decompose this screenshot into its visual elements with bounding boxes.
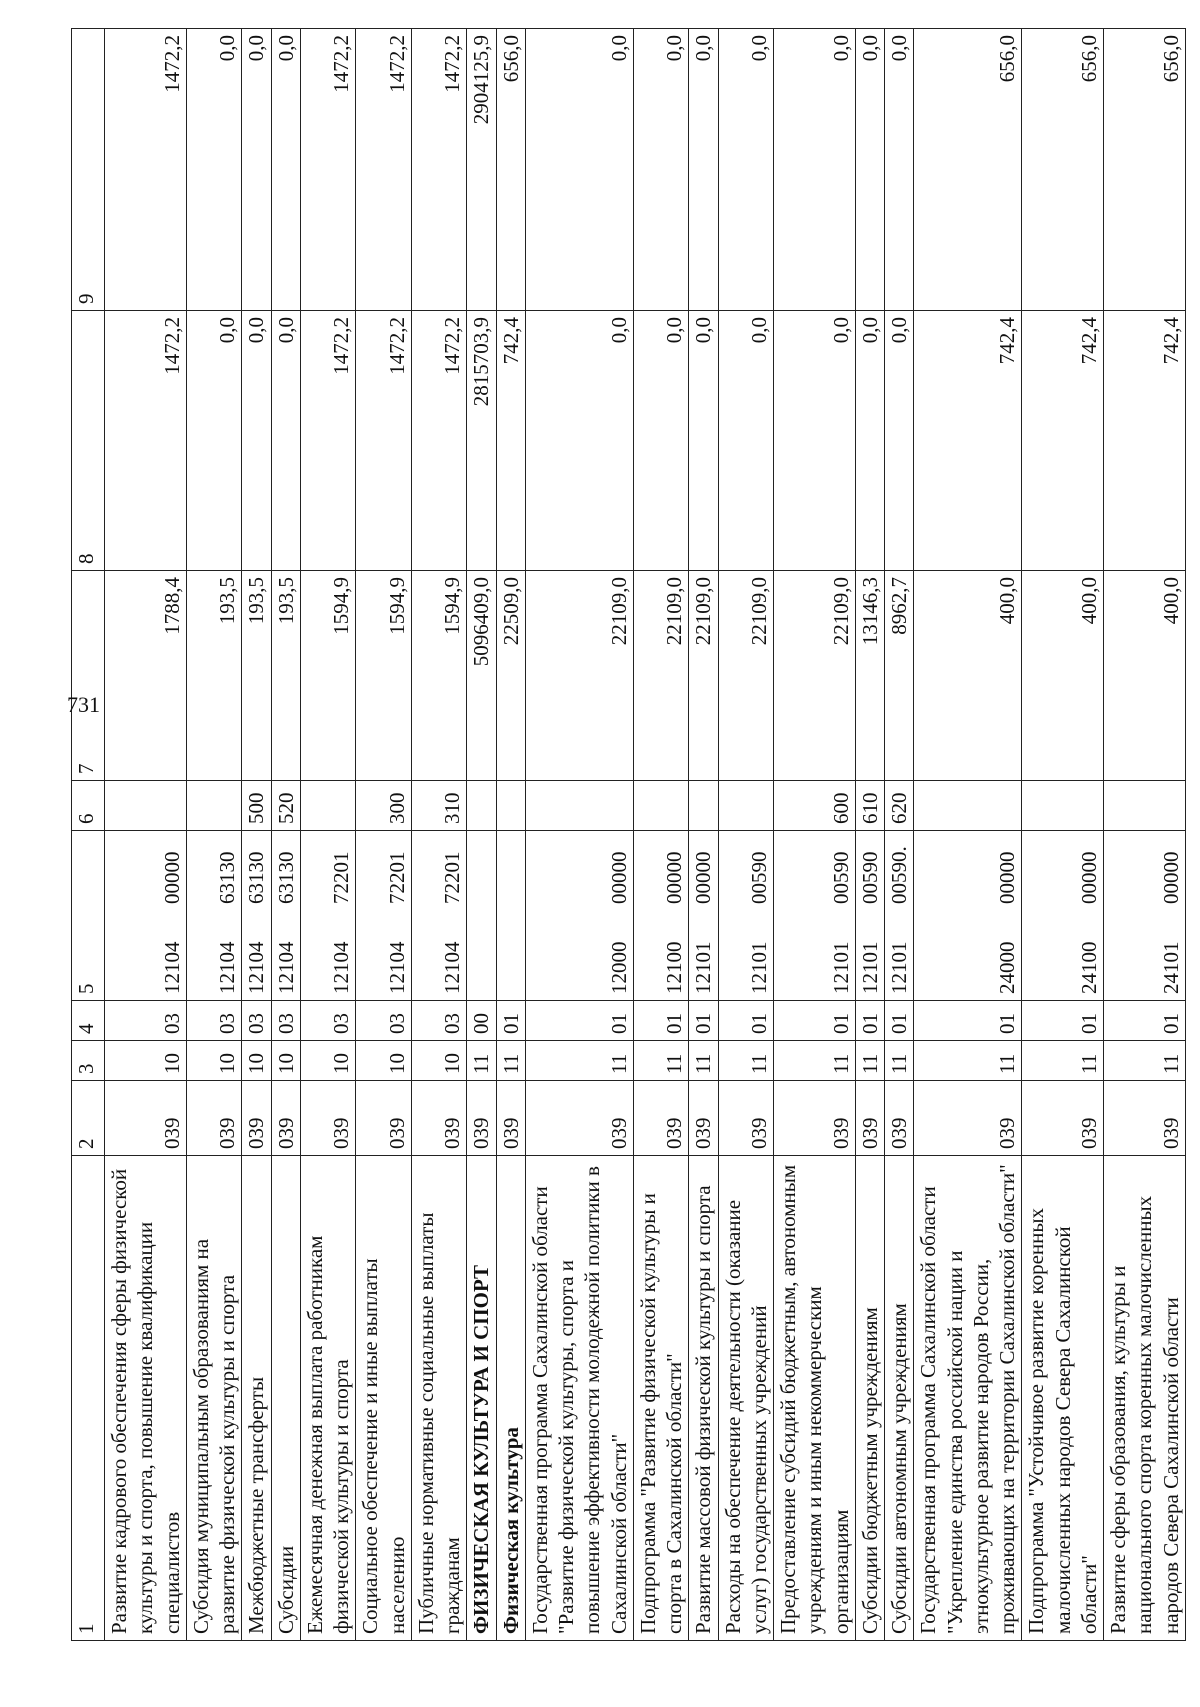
cell-target-article <box>356 831 412 1001</box>
table-row <box>356 29 412 1641</box>
table-row <box>774 29 856 1641</box>
cell-amount-col8: 0,0 <box>689 311 718 571</box>
table-row <box>1022 29 1104 1641</box>
target-article-part1: 12100 <box>662 941 686 994</box>
cell-amount-col7: 400,0 <box>1104 571 1186 781</box>
cell-amount-col7: 1594,9 <box>411 571 467 781</box>
cell-subsection: 01 <box>496 1001 525 1041</box>
row-name: Развитие сферы образования, культуры и национального спорта коренных малочисленных народов Севера Сахалинской области <box>1104 1156 1186 1641</box>
target-article-part1: 12000 <box>606 941 631 994</box>
page-number: 731 <box>67 692 100 717</box>
target-article-part1: 24100 <box>1076 941 1101 994</box>
cell-amount-col9: 0,0 <box>525 29 633 311</box>
cell-amount-col9: 1472,2 <box>411 29 467 311</box>
cell-amount-col7: 22109,0 <box>633 571 689 781</box>
cell-target-article <box>633 831 689 1001</box>
cell-amount-col9: 1472,2 <box>105 29 187 311</box>
cell-subsection: 01 <box>633 1001 689 1041</box>
table-row <box>633 29 689 1641</box>
cell-amount-col9: 656,0 <box>914 29 1022 311</box>
target-article-part2: 63130 <box>273 851 298 904</box>
cell-amount-col7: 13146,3 <box>855 571 884 781</box>
target-article-part1: 12101 <box>691 941 716 994</box>
cell-expense-type <box>300 781 356 831</box>
cell-amount-col7: 22109,0 <box>774 571 856 781</box>
target-article-part1: 12101 <box>857 941 882 994</box>
cell-amount-col7: 22509,0 <box>496 571 525 781</box>
target-article-part1: 12104 <box>329 941 353 994</box>
cell-target-article <box>718 831 774 1001</box>
row-name: Государственная программа Сахалинской области "Развитие физической культуры, спорта и повышение эффективности молодежной политики в Сахалинской области" <box>525 1156 633 1641</box>
cell-amount-col9: 1472,2 <box>300 29 356 311</box>
cell-amount-col8: 742,4 <box>1104 311 1186 571</box>
target-article-part1: 24000 <box>995 941 1019 994</box>
cell-target-article <box>242 831 271 1001</box>
cell-admin-code: 039 <box>186 1081 242 1156</box>
column-header: 3 <box>72 1041 105 1081</box>
table-row <box>271 29 300 1641</box>
cell-amount-col7: 193,5 <box>186 571 242 781</box>
target-article-part2: 00000 <box>1158 851 1183 904</box>
target-article-part2: 00590 <box>857 851 882 904</box>
cell-amount-col9: 0,0 <box>633 29 689 311</box>
cell-amount-col7: 400,0 <box>1022 571 1104 781</box>
cell-amount-col9: 2904125,9 <box>467 29 496 311</box>
cell-amount-col9: 0,0 <box>186 29 242 311</box>
cell-amount-col9: 656,0 <box>1104 29 1186 311</box>
target-article-part2: 00000 <box>606 851 631 904</box>
cell-expense-type <box>467 781 496 831</box>
table-row <box>105 29 187 1641</box>
table-row <box>525 29 633 1641</box>
cell-admin-code: 039 <box>411 1081 467 1156</box>
target-article-part1: 12104 <box>244 941 269 994</box>
cell-amount-col7: 400,0 <box>914 571 1022 781</box>
table-row <box>855 29 884 1641</box>
row-name: Субсидии <box>271 1156 300 1641</box>
table-row <box>1104 29 1186 1641</box>
table-row <box>242 29 271 1641</box>
cell-admin-code: 039 <box>718 1081 774 1156</box>
table-row <box>496 29 525 1641</box>
cell-subsection: 01 <box>914 1001 1022 1041</box>
row-name: Подпрограмма "Устойчивое развитие коренных малочисленных народов Севера Сахалинской области" <box>1022 1156 1104 1641</box>
cell-section: 11 <box>525 1041 633 1081</box>
target-article-part1: 12101 <box>828 941 853 994</box>
target-article-part1: 12104 <box>384 941 409 994</box>
cell-subsection: 01 <box>525 1001 633 1041</box>
target-article-part2: 00590 <box>746 851 771 904</box>
cell-section: 11 <box>689 1041 718 1081</box>
cell-target-article <box>689 831 718 1001</box>
row-name: Субсидия муниципальным образованиям на развитие физической культуры и спорта <box>186 1156 242 1641</box>
row-name: Межбюджетные трансферты <box>242 1156 271 1641</box>
cell-target-article <box>467 831 496 1001</box>
cell-amount-col8: 0,0 <box>774 311 856 571</box>
cell-section: 11 <box>633 1041 689 1081</box>
cell-amount-col8: 742,4 <box>914 311 1022 571</box>
table-row <box>411 29 467 1641</box>
cell-amount-col8: 0,0 <box>525 311 633 571</box>
target-article-part1: 12104 <box>440 941 464 994</box>
cell-subsection: 03 <box>105 1001 187 1041</box>
cell-subsection: 01 <box>774 1001 856 1041</box>
target-article-part2: 00590. <box>887 846 911 904</box>
cell-subsection: 03 <box>186 1001 242 1041</box>
cell-section: 11 <box>855 1041 884 1081</box>
cell-admin-code: 039 <box>689 1081 718 1156</box>
table-row <box>467 29 496 1641</box>
cell-target-article <box>1104 831 1186 1001</box>
column-header: 1 <box>72 1156 105 1641</box>
column-header: 9 <box>72 29 105 311</box>
cell-subsection: 03 <box>271 1001 300 1041</box>
cell-admin-code: 039 <box>242 1081 271 1156</box>
cell-subsection: 03 <box>242 1001 271 1041</box>
cell-expense-type <box>689 781 718 831</box>
cell-target-article <box>411 831 467 1001</box>
cell-expense-type <box>914 781 1022 831</box>
cell-amount-col8: 742,4 <box>496 311 525 571</box>
target-article-part2: 00590 <box>828 851 853 904</box>
cell-expense-type: 600 <box>774 781 856 831</box>
cell-section: 10 <box>105 1041 187 1081</box>
cell-admin-code: 039 <box>855 1081 884 1156</box>
cell-amount-col7: 1594,9 <box>300 571 356 781</box>
cell-expense-type <box>718 781 774 831</box>
cell-section: 11 <box>885 1041 914 1081</box>
target-article-part2: 00000 <box>1076 851 1101 904</box>
table-body <box>105 29 1186 1641</box>
cell-amount-col8: 0,0 <box>855 311 884 571</box>
cell-admin-code: 039 <box>300 1081 356 1156</box>
table-row <box>718 29 774 1641</box>
cell-amount-col9: 0,0 <box>774 29 856 311</box>
target-article-part2: 63130 <box>215 851 239 904</box>
cell-amount-col8: 2815703,9 <box>467 311 496 571</box>
cell-subsection: 03 <box>300 1001 356 1041</box>
cell-amount-col8: 1472,2 <box>105 311 187 571</box>
cell-target-article <box>1022 831 1104 1001</box>
cell-section: 11 <box>914 1041 1022 1081</box>
cell-amount-col9: 0,0 <box>718 29 774 311</box>
cell-target-article <box>271 831 300 1001</box>
cell-section: 10 <box>411 1041 467 1081</box>
cell-subsection: 01 <box>718 1001 774 1041</box>
cell-amount-col7: 22109,0 <box>525 571 633 781</box>
cell-amount-col8: 0,0 <box>242 311 271 571</box>
cell-section: 11 <box>467 1041 496 1081</box>
cell-amount-col8: 1472,2 <box>411 311 467 571</box>
cell-amount-col7: 193,5 <box>242 571 271 781</box>
cell-expense-type <box>105 781 187 831</box>
column-header: 5 <box>72 831 105 1001</box>
cell-admin-code: 039 <box>774 1081 856 1156</box>
cell-section: 11 <box>718 1041 774 1081</box>
cell-admin-code: 039 <box>356 1081 412 1156</box>
column-header-row <box>72 29 105 1641</box>
cell-target-article <box>525 831 633 1001</box>
row-name: Социальное обеспечение и иные выплаты населению <box>356 1156 412 1641</box>
cell-amount-col9: 656,0 <box>496 29 525 311</box>
cell-amount-col8: 0,0 <box>718 311 774 571</box>
budget-table <box>71 28 1186 1641</box>
target-article-part1: 12104 <box>273 941 298 994</box>
cell-amount-col8: 0,0 <box>271 311 300 571</box>
cell-amount-col9: 0,0 <box>885 29 914 311</box>
target-article-part1: 24101 <box>1158 941 1183 994</box>
cell-subsection: 03 <box>411 1001 467 1041</box>
cell-section: 11 <box>1022 1041 1104 1081</box>
cell-section: 11 <box>1104 1041 1186 1081</box>
cell-amount-col7: 1788,4 <box>105 571 187 781</box>
cell-section: 11 <box>496 1041 525 1081</box>
cell-amount-col8: 0,0 <box>633 311 689 571</box>
cell-amount-col9: 0,0 <box>855 29 884 311</box>
cell-amount-col9: 1472,2 <box>356 29 412 311</box>
cell-expense-type <box>186 781 242 831</box>
target-article-part1: 12101 <box>746 941 771 994</box>
column-header: 2 <box>72 1081 105 1156</box>
table-row <box>689 29 718 1641</box>
column-header: 6 <box>72 781 105 831</box>
cell-expense-type: 300 <box>356 781 412 831</box>
cell-section: 11 <box>774 1041 856 1081</box>
target-article-part2: 00000 <box>691 851 716 904</box>
target-article-part2: 72201 <box>384 851 409 904</box>
cell-admin-code: 039 <box>467 1081 496 1156</box>
row-name: Развитие массовой физической культуры и спорта <box>689 1156 718 1641</box>
cell-expense-type <box>496 781 525 831</box>
cell-amount-col7: 22109,0 <box>689 571 718 781</box>
cell-amount-col9: 656,0 <box>1022 29 1104 311</box>
row-name: Физическая культура <box>496 1156 525 1641</box>
target-article-part2: 00000 <box>995 851 1019 904</box>
column-header: 4 <box>72 1001 105 1041</box>
target-article-part2: 72201 <box>440 851 464 904</box>
cell-target-article <box>914 831 1022 1001</box>
row-name: Ежемесячная денежная выплата работникам физической культуры и спорта <box>300 1156 356 1641</box>
target-article-part2: 00000 <box>662 851 686 904</box>
cell-amount-col7: 1594,9 <box>356 571 412 781</box>
cell-expense-type <box>633 781 689 831</box>
cell-expense-type: 520 <box>271 781 300 831</box>
cell-admin-code: 039 <box>105 1081 187 1156</box>
cell-amount-col7: 193,5 <box>271 571 300 781</box>
cell-amount-col7: 5096409,0 <box>467 571 496 781</box>
cell-subsection: 01 <box>885 1001 914 1041</box>
cell-expense-type <box>1022 781 1104 831</box>
cell-admin-code: 039 <box>885 1081 914 1156</box>
cell-expense-type: 610 <box>855 781 884 831</box>
row-name: Субсидии автономным учреждениям <box>885 1156 914 1641</box>
cell-amount-col8: 0,0 <box>885 311 914 571</box>
table-row <box>885 29 914 1641</box>
target-article-part2: 00000 <box>159 851 184 904</box>
cell-expense-type <box>1104 781 1186 831</box>
cell-amount-col8: 1472,2 <box>356 311 412 571</box>
target-article-part1: 12104 <box>215 941 239 994</box>
cell-target-article <box>855 831 884 1001</box>
cell-admin-code: 039 <box>1104 1081 1186 1156</box>
cell-amount-col7: 8962,7 <box>885 571 914 781</box>
cell-section: 10 <box>186 1041 242 1081</box>
cell-amount-col9: 0,0 <box>689 29 718 311</box>
cell-target-article <box>186 831 242 1001</box>
cell-subsection: 01 <box>1022 1001 1104 1041</box>
row-name: Субсидии бюджетным учреждениям <box>855 1156 884 1641</box>
table-row <box>186 29 242 1641</box>
cell-section: 10 <box>300 1041 356 1081</box>
row-name: ФИЗИЧЕСКАЯ КУЛЬТУРА И СПОРТ <box>467 1156 496 1641</box>
cell-amount-col9: 0,0 <box>271 29 300 311</box>
column-header: 8 <box>72 311 105 571</box>
cell-expense-type: 620 <box>885 781 914 831</box>
cell-expense-type: 500 <box>242 781 271 831</box>
cell-admin-code: 039 <box>633 1081 689 1156</box>
row-name: Расходы на обеспечение деятельности (оказание услуг) государственных учреждений <box>718 1156 774 1641</box>
cell-admin-code: 039 <box>496 1081 525 1156</box>
cell-amount-col8: 0,0 <box>186 311 242 571</box>
rotated-table-block <box>71 29 1183 1641</box>
cell-section: 10 <box>242 1041 271 1081</box>
row-name: Развитие кадрового обеспечения сферы физической культуры и спорта, повышение квалификации специалистов <box>105 1156 187 1641</box>
row-name: Публичные нормативные социальные выплаты гражданам <box>411 1156 467 1641</box>
cell-expense-type: 310 <box>411 781 467 831</box>
table-row <box>914 29 1022 1641</box>
cell-section: 10 <box>356 1041 412 1081</box>
row-name: Государственная программа Сахалинской области "Укрепление единства российской нации и этнокультурное развитие народов России, проживающих на территории Сахалинской области" <box>914 1156 1022 1641</box>
target-article-part1: 12101 <box>887 941 911 994</box>
cell-section: 10 <box>271 1041 300 1081</box>
cell-subsection: 00 <box>467 1001 496 1041</box>
cell-expense-type <box>525 781 633 831</box>
target-article-part2: 63130 <box>244 851 269 904</box>
cell-target-article <box>105 831 187 1001</box>
cell-amount-col7: 22109,0 <box>718 571 774 781</box>
cell-admin-code: 039 <box>1022 1081 1104 1156</box>
cell-subsection: 03 <box>356 1001 412 1041</box>
cell-target-article <box>774 831 856 1001</box>
table-row <box>300 29 356 1641</box>
row-name: Подпрограмма "Развитие физической культуры и спорта в Сахалинской области" <box>633 1156 689 1641</box>
cell-amount-col8: 1472,2 <box>300 311 356 571</box>
cell-admin-code: 039 <box>271 1081 300 1156</box>
column-header: 7 <box>72 571 105 781</box>
cell-amount-col8: 742,4 <box>1022 311 1104 571</box>
cell-target-article <box>885 831 914 1001</box>
cell-admin-code: 039 <box>525 1081 633 1156</box>
cell-amount-col9: 0,0 <box>242 29 271 311</box>
target-article-part2: 72201 <box>329 851 353 904</box>
target-article-part1: 12104 <box>159 941 184 994</box>
cell-subsection: 01 <box>689 1001 718 1041</box>
cell-admin-code: 039 <box>914 1081 1022 1156</box>
cell-subsection: 01 <box>1104 1001 1186 1041</box>
cell-target-article <box>496 831 525 1001</box>
row-name: Предоставление субсидий бюджетным, автономным учреждениям и иным некоммерческим организациям <box>774 1156 856 1641</box>
cell-target-article <box>300 831 356 1001</box>
cell-subsection: 01 <box>855 1001 884 1041</box>
